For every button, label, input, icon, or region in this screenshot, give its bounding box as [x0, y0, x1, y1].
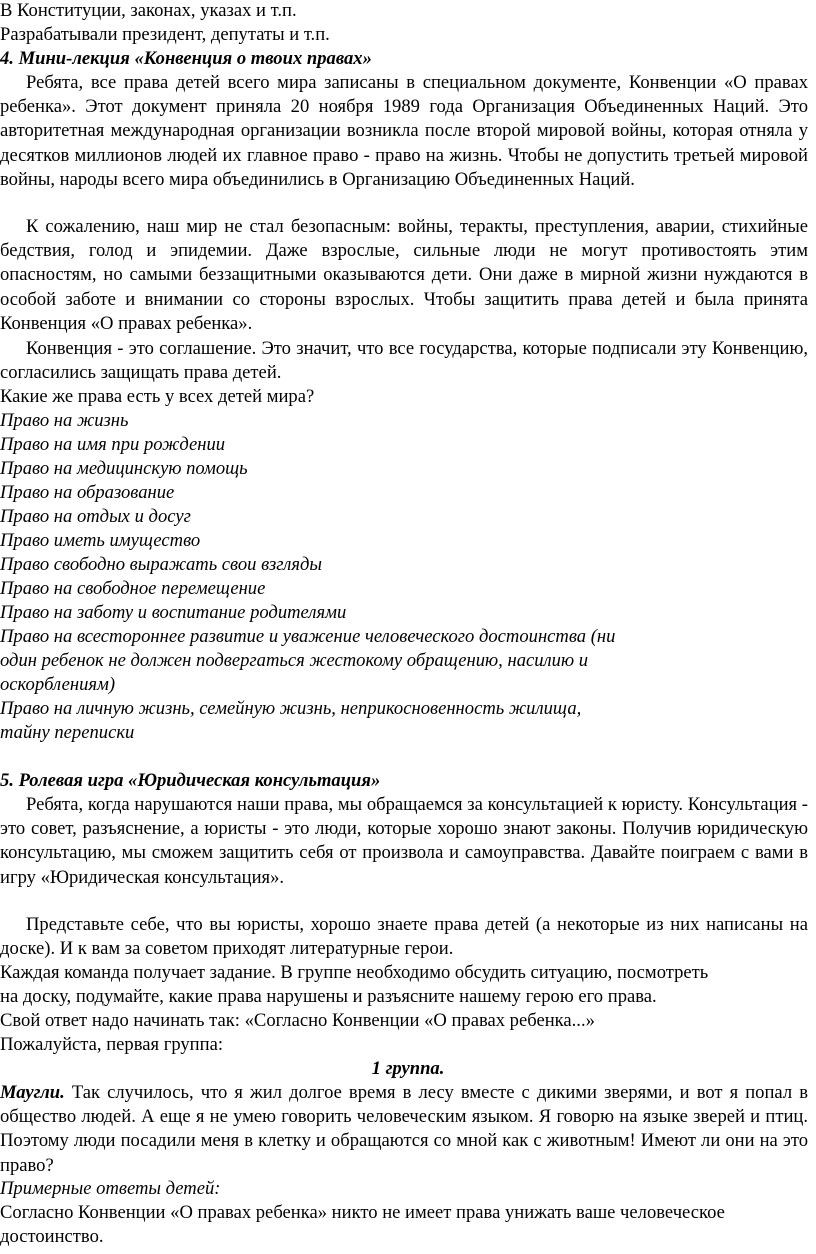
first-group-prompt: Пожалуйста, первая группа: [0, 1034, 223, 1055]
sample-answer: Согласно Конвенции «О правах ребенка» никто не имеет права унижать ваше человеческое достоинство. [0, 1202, 725, 1248]
sample-answers-label: Примерные ответы детей: [0, 1178, 221, 1199]
mowgli-paragraph [0, 1081, 808, 1178]
right-item: Право на образование [0, 482, 175, 503]
section-4-paragraph-1: Ребята, все права детей всего мира записаны в специальном документе, Конвенции «О правах ребенка». Этот документ приняла 20 ноября 1989 года Организация Объединенных Наций. Это авторитетная международная организации возникла после второй мировой войны, которая отняла у десятков миллионов людей их главное право - право на жизнь. Чтобы не допустить третьей мировой войны, народы всего мира объединились в Организацию Объединенных Наций. [0, 72, 808, 190]
section-4-paragraph-2: К сожалению, наш мир не стал безопасным: войны, теракты, преступления, аварии, стихийные бедствия, голод и эпидемии. Даже взрослые, сильные люди не могут противостоять этим опасностям, но самыми беззащитными оказываются дети. Они даже в мирной жизни нуждаются в особой заботе и внимании со стороны взрослых. Чтобы защитить права детей и была принята Конвенция «О правах ребенка». [0, 216, 808, 334]
right-item: один ребенок не должен подвергаться жестокому обращению, насилию и [0, 650, 588, 671]
right-item: тайну переписки [0, 722, 135, 743]
right-item: оскорблениям) [0, 674, 116, 695]
right-item: Право на свободное перемещение [0, 578, 266, 599]
intro-line-1: В Конституции, законах, указах и т.п. [0, 0, 297, 21]
right-item: Право на медицинскую помощь [0, 458, 248, 479]
right-item: Право свободно выражать свои взгляды [0, 554, 322, 575]
mowgli-text: Так случилось, что я жил долгое время в лесу вместе с дикими зверями, и вот я попал в общество людей. А еще я не умею говорить человеческим языком. Я говорю на языке зверей и птиц. Поэтому люди посадили меня в клетку и обращаются со мной как с животным! Имеют ли они на это право? [0, 1082, 808, 1176]
right-item: Право на всестороннее развитие и уважение человеческого достоинства (ни [0, 626, 616, 647]
right-item: Право иметь имущество [0, 530, 201, 551]
right-item: Право на жизнь [0, 410, 129, 431]
section-5-paragraph-1: Ребята, когда нарушаются наши права, мы обращаемся за консультацией к юристу. Консультация - это совет, разъяснение, а юристы - это люди, которые хорошо знают законы. Получив юридическую консультацию, мы сможем защитить себя от произвола и самоуправства. Давайте поиграем с вами в игру «Юридическая консультация». [0, 794, 808, 888]
group-title: 1 группа. [371, 1058, 445, 1079]
section-5-heading: 5. Ролевая игра «Юридическая консультация» [0, 770, 381, 791]
section-4-paragraph-3: Конвенция - это соглашение. Это значит, что все государства, которые подписали эту Конвенцию, согласились защищать права детей. [0, 338, 808, 384]
section-5-paragraph-2: Представьте себе, что вы юристы, хорошо знаете права детей (а некоторые из них написаны на доске). И к вам за советом приходят литературные герои. [0, 914, 808, 960]
right-item: Право на заботу и воспитание родителями [0, 602, 347, 623]
intro-line-2: Разрабатывали президент, депутаты и т.п. [0, 24, 330, 45]
task-line-1: Каждая команда получает задание. В группе необходимо обсудить ситуацию, посмотреть [0, 962, 709, 983]
right-item: Право на имя при рождении [0, 434, 226, 455]
mowgli-name: Маугли. [0, 1082, 65, 1103]
rights-question: Какие же права есть у всех детей мира? [0, 386, 315, 407]
task-line-2: на доску, подумайте, какие права нарушены и разъясните нашему герою его права. [0, 986, 657, 1007]
answer-start-line: Свой ответ надо начинать так: «Согласно Конвенции «О правах ребенка...» [0, 1010, 595, 1031]
section-4-heading: 4. Мини-лекция «Конвенция о твоих правах» [0, 48, 372, 69]
right-item: Право на отдых и досуг [0, 506, 191, 527]
right-item: Право на личную жизнь, семейную жизнь, неприкосновенность жилища, [0, 698, 582, 719]
